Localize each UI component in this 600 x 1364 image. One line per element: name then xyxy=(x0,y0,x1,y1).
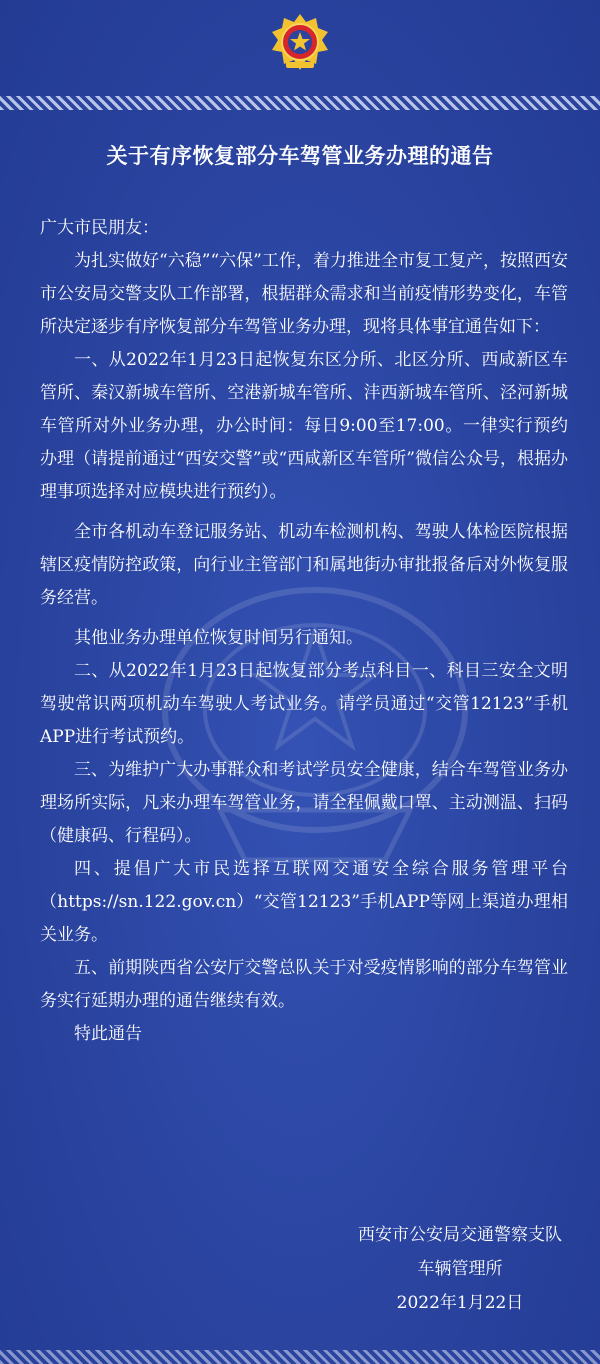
signature-date: 2022年1月22日 xyxy=(396,1293,524,1313)
paragraph-item-5: 五、前期陕西省公安厅交警总队关于对受疫情影响的部分车驾管业务实行延期办理的通告继续有效。 xyxy=(40,958,568,1011)
signature-dept: 车辆管理所 xyxy=(417,1259,503,1279)
signature-block xyxy=(358,1218,562,1320)
police-badge-icon xyxy=(268,12,332,76)
paragraph-item-1-other: 其他业务办理单位恢复时间另行通知。 xyxy=(74,628,363,648)
paragraph-item-4: 四、提倡广大市民选择互联网交通安全综合服务管理平台（https://sn.122.gov.cn）“交管12123”手机APP等网上渠道办理相关业务。 xyxy=(40,859,568,945)
notice-body xyxy=(40,212,568,1051)
paragraph-intro: 为扎实做好“六稳”“六保”工作，着力推进全市复工复产，按照西安市公安局交警支队工作部署，根据群众需求和当前疫情形势变化，车管所决定逐步有序恢复部分车驾管业务办理，现将具体事宜通告如下： xyxy=(40,251,568,337)
top-decorative-stripe xyxy=(0,96,600,110)
salutation: 广大市民朋友： xyxy=(40,218,159,238)
paragraph-item-1-service: 全市各机动车登记服务站、机动车检测机构、驾驶人体检医院根据辖区疫情防控政策，向行业主管部门和属地街办审批报备后对外恢复服务经营。 xyxy=(40,522,568,608)
closing-line: 特此通告 xyxy=(74,1024,142,1044)
paragraph-item-1: 一、从2022年1月23日起恢复东区分所、北区分所、西咸新区车管所、秦汉新城车管所、空港新城车管所、沣西新城车管所、泾河新城车管所对外业务办理，办公时间：每日9:00至17:00。一律实行预约办理（请提前通过“西安交警”或“西咸新区车管所”微信公众号，根据办理事项选择对应模块进行预约）。 xyxy=(40,350,568,502)
paragraph-item-2: 二、从2022年1月23日起恢复部分考点科目一、科目三安全文明驾驶常识两项机动车驾驶人考试业务。请学员通过“交管12123”手机APP进行考试预约。 xyxy=(40,661,568,747)
notice-title: 关于有序恢复部分车驾管业务办理的通告 xyxy=(106,143,494,168)
bottom-decorative-stripe xyxy=(0,1350,600,1364)
signature-org: 西安市公安局交通警察支队 xyxy=(358,1225,562,1245)
paragraph-item-3: 三、为维护广大办事群众和考试学员安全健康，结合车驾管业务办理场所实际，凡来办理车驾管业务，请全程佩戴口罩、主动测温、扫码（健康码、行程码）。 xyxy=(40,760,568,846)
